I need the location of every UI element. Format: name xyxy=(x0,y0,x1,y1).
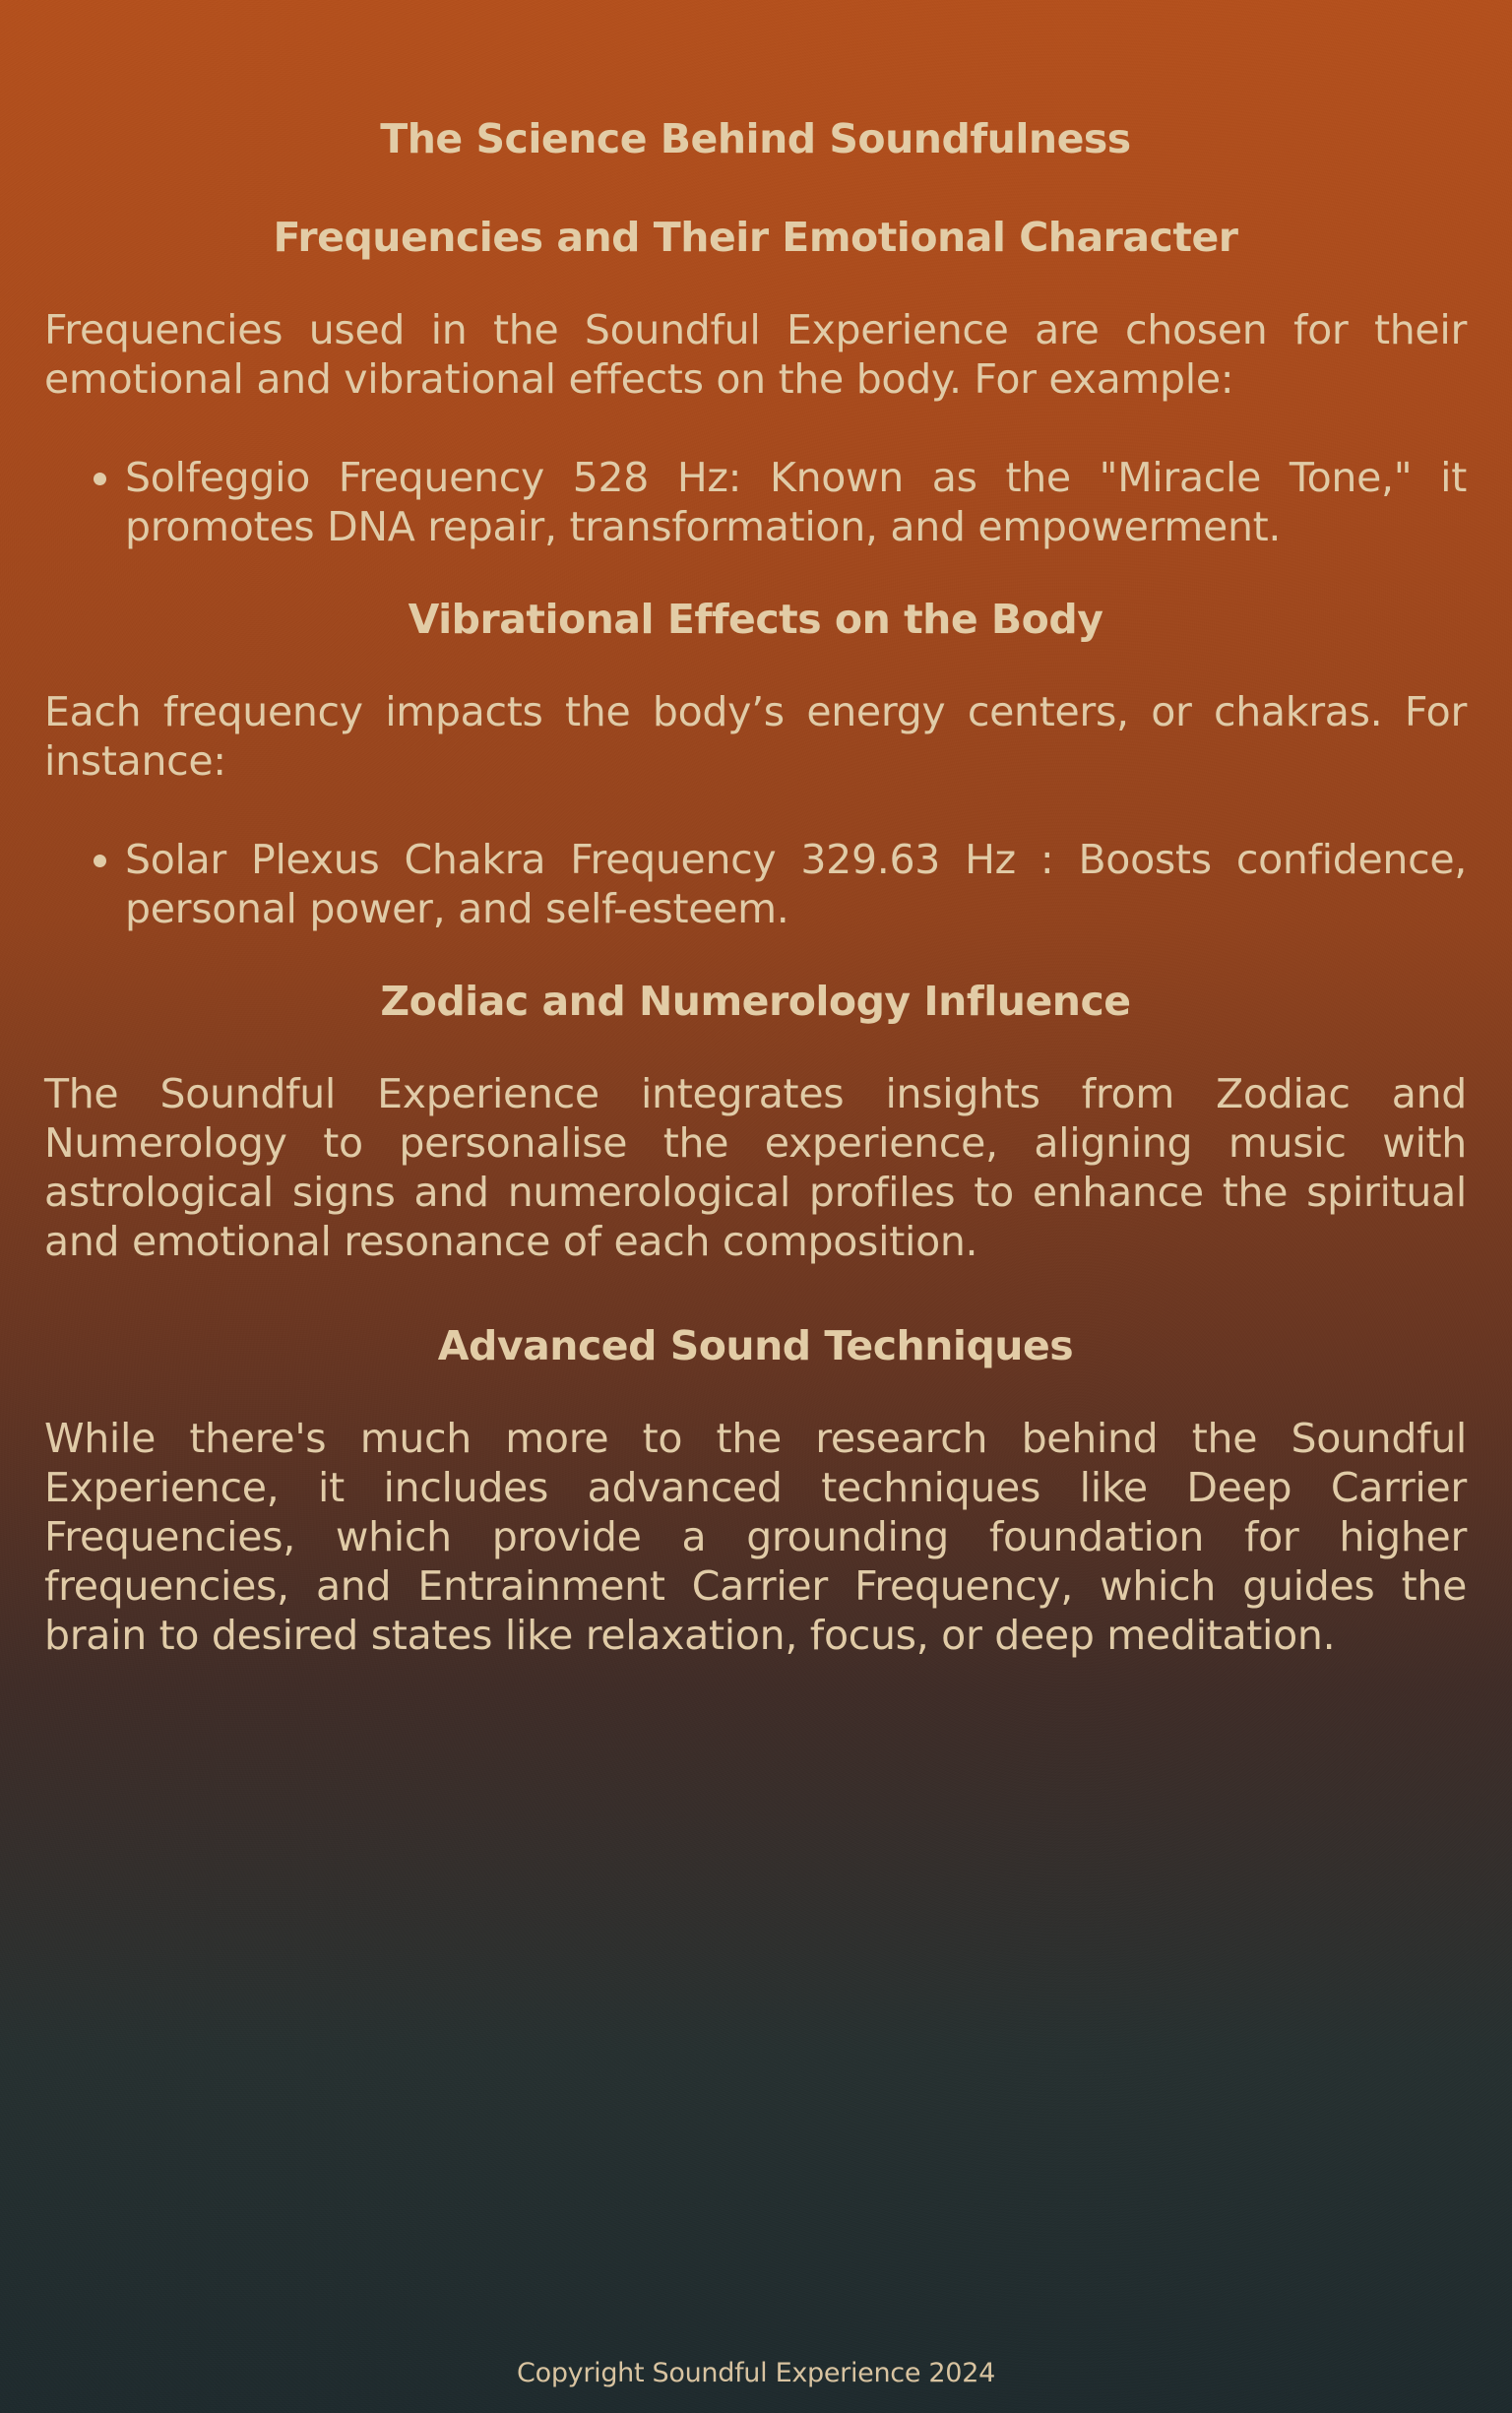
section-paragraph-frequencies: Frequencies used in the Soundful Experience are chosen for their emotional and vibrational effects on the body. For example: xyxy=(44,306,1467,403)
section-paragraph-zodiac: The Soundful Experience integrates insights from Zodiac and Numerology to personalise the experience, aligning music with astrological signs and numerological profiles to enhance the spiritual and emotional resonance of each composition. xyxy=(44,1070,1467,1265)
page-title: The Science Behind Soundfulness xyxy=(380,115,1131,162)
bullet-list-vibrational xyxy=(44,835,1467,933)
section-heading-vibrational: Vibrational Effects on the Body xyxy=(408,596,1103,643)
bullet-list-frequencies xyxy=(44,453,1467,551)
copyright-footer: Copyright Soundful Experience 2024 xyxy=(517,2358,995,2388)
bullet-item-solar-plexus: • Solar Plexus Chakra Frequency 329.63 Hz : Boosts confidence, personal power, and self-esteem. xyxy=(125,835,1467,933)
section-heading-advanced: Advanced Sound Techniques xyxy=(437,1322,1074,1369)
section-paragraph-advanced: While there's much more to the research behind the Soundful Experience, it includes advanced techniques like Deep Carrier Frequencies, which provide a grounding foundation for higher frequencies, and Entrainment Carrier Frequency, which guides the brain to desired states like relaxation, focus, or deep meditation. xyxy=(44,1415,1467,1659)
document-body xyxy=(44,108,1467,1709)
section-heading-zodiac: Zodiac and Numerology Influence xyxy=(380,978,1131,1025)
bullet-item-solfeggio: • Solfeggio Frequency 528 Hz: Known as the "Miracle Tone," it promotes DNA repair, transformation, and empowerment. xyxy=(125,453,1467,551)
section-heading-frequencies: Frequencies and Their Emotional Character xyxy=(273,214,1238,261)
section-paragraph-vibrational: Each frequency impacts the body’s energy centers, or chakras. For instance: xyxy=(44,688,1467,785)
